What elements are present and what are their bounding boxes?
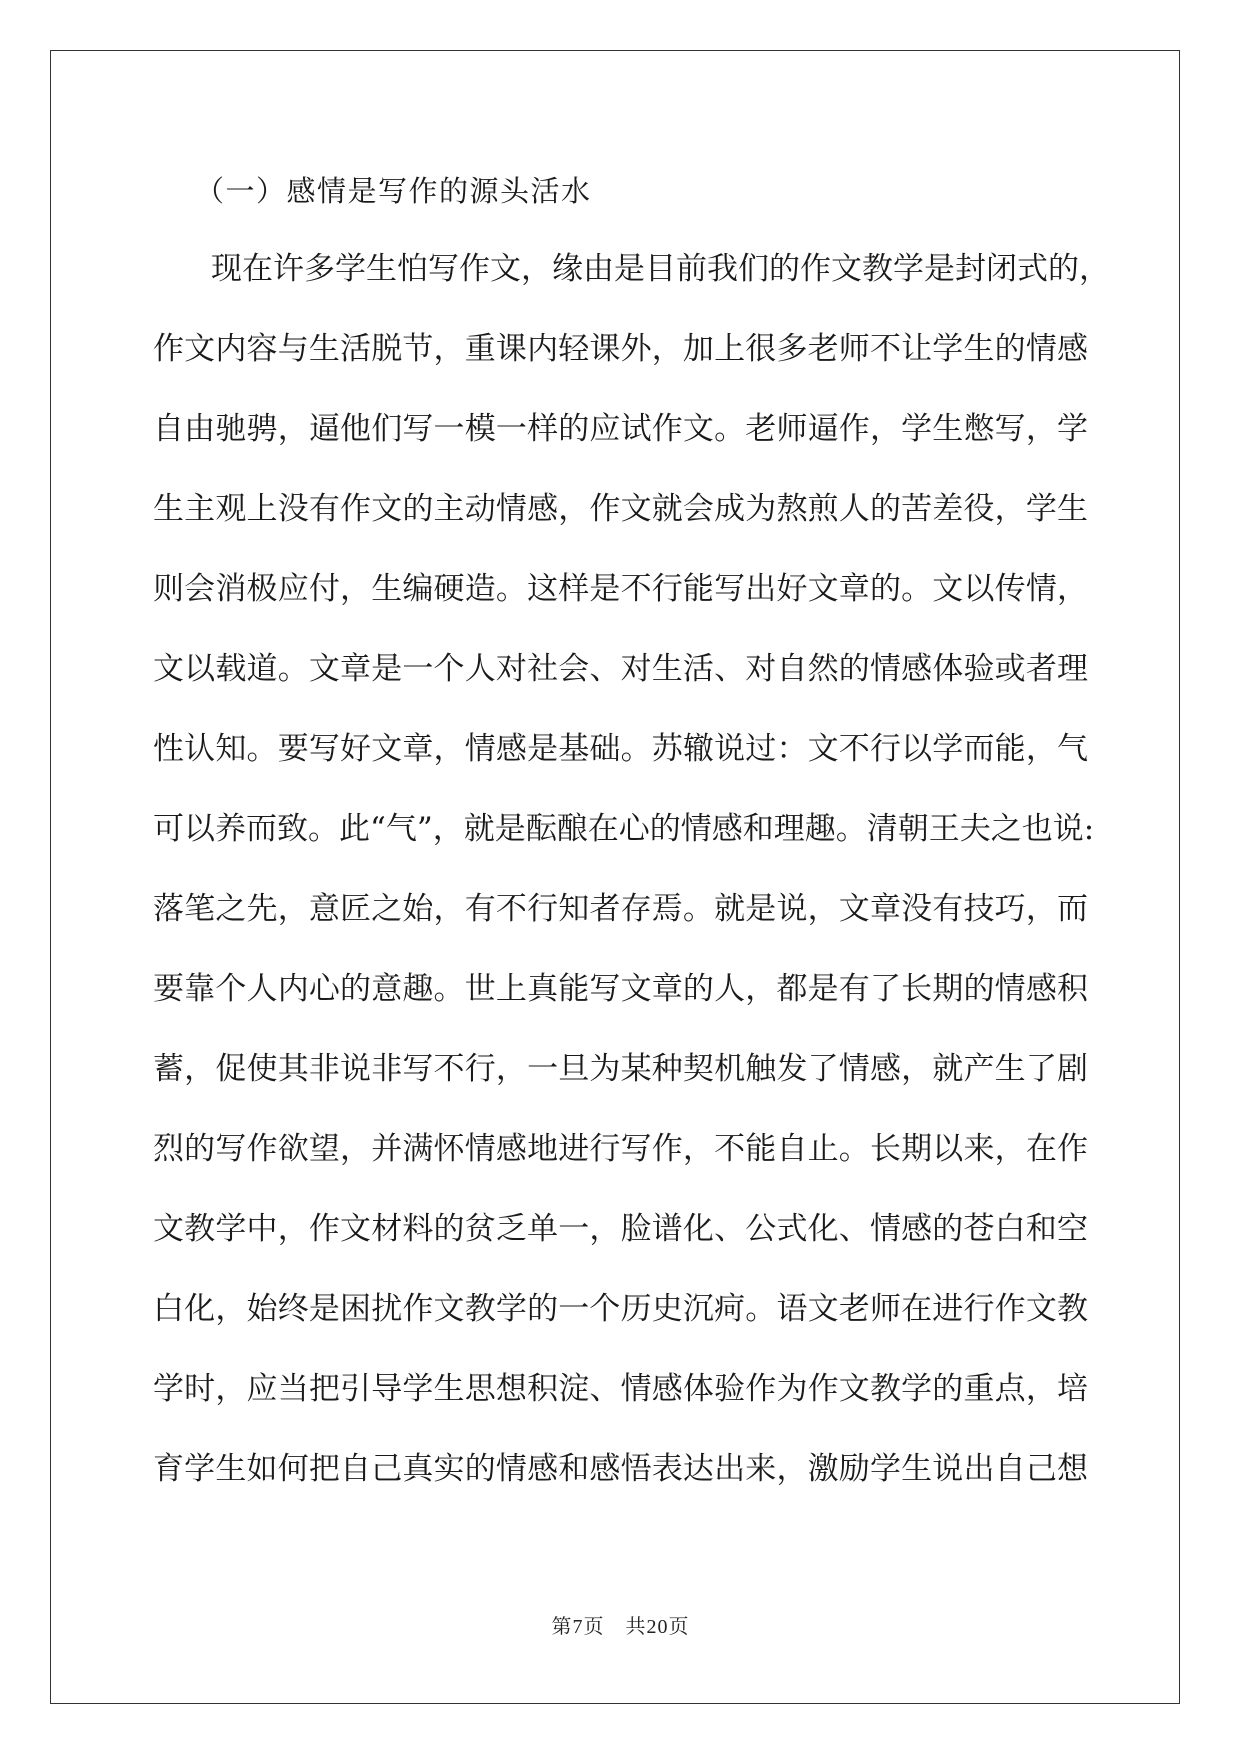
paragraph-line: 则会消极应付，生编硬造。这样是不行能写出好文章的。文以传情， — [153, 571, 1088, 607]
paragraph-line: 文以载道。文章是一个人对社会、对生活、对自然的情感体验或者理 — [153, 651, 1088, 687]
document-body — [153, 168, 1110, 1526]
paragraph-line: 作文内容与生活脱节，重课内轻课外，加上很多老师不让学生的情感 — [153, 331, 1088, 367]
paragraph-line: 性认知。要写好文章，情感是基础。苏辙说过：文不行以学而能，气 — [153, 731, 1088, 767]
paragraph-line: 文教学中，作文材料的贫乏单一，脸谱化、公式化、情感的苍白和空 — [153, 1211, 1088, 1247]
paragraph-line: 生主观上没有作文的主动情感，作文就会成为熬煎人的苦差役，学生 — [153, 491, 1088, 527]
paragraph-line: 蓄，促使其非说非写不行，一旦为某种契机触发了情感，就产生了剧 — [153, 1051, 1088, 1087]
paragraph-line: 自由驰骋，逼他们写一模一样的应试作文。老师逼作，学生憋写，学 — [153, 411, 1088, 447]
page-number-footer: 第7页 共20页 — [551, 1616, 690, 1638]
paragraph-line: 学时，应当把引导学生思想积淀、情感体验作为作文教学的重点，培 — [153, 1371, 1088, 1407]
paragraph-line: 白化，始终是困扰作文教学的一个历史沉疴。语文老师在进行作文教 — [153, 1291, 1088, 1327]
paragraph-line: 现在许多学生怕写作文，缘由是目前我们的作文教学是封闭式的， — [211, 251, 1110, 287]
paragraph-line: 育学生如何把自己真实的情感和感悟表达出来，激励学生说出自己想 — [153, 1451, 1088, 1487]
paragraph-line: 落笔之先，意匠之始，有不行知者存焉。就是说，文章没有技巧，而 — [153, 891, 1088, 927]
paragraph-line: 烈的写作欲望，并满怀情感地进行写作，不能自止。长期以来，在作 — [153, 1131, 1088, 1167]
section-heading: （一）感情是写作的源头活水 — [195, 174, 592, 208]
paragraph-line: 可以养而致。此“气”，就是酝酿在心的情感和理趣。清朝王夫之也说: — [153, 811, 1095, 847]
paragraph-line: 要靠个人内心的意趣。世上真能写文章的人，都是有了长期的情感积 — [153, 971, 1088, 1007]
